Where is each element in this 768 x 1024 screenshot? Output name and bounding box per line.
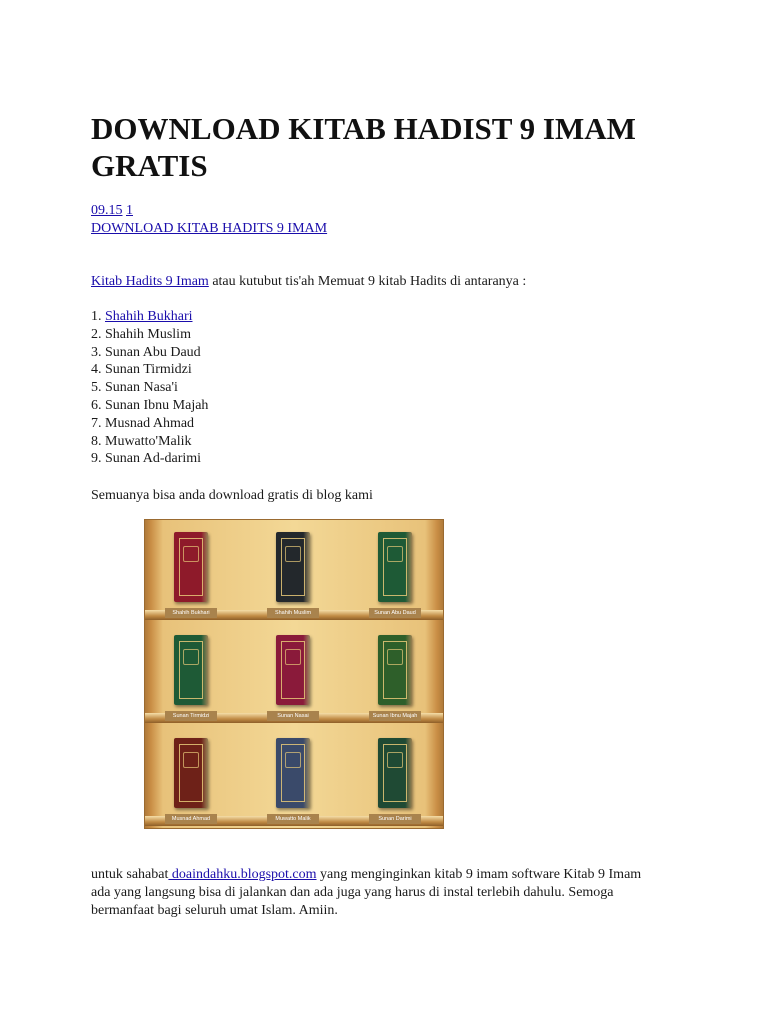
page-title: DOWNLOAD KITAB HADIST 9 IMAM GRATIS — [91, 111, 636, 183]
book-cover — [174, 738, 208, 808]
shelf-row — [145, 726, 443, 826]
comments-link[interactable]: 1 — [126, 203, 133, 218]
closing-paragraph: untuk sahabat doaindahku.blogspot.com yang menginginkan kitab 9 imam software Kitab 9 Imam ada yang langsung bisa di jalankan dan ada juga yang harus di instal terlebih dahulu. Semoga bermanfaat bagi seluruh umat Islam. Amiin. — [91, 867, 642, 918]
list-item: 7. Musnad Ahmad — [91, 415, 195, 431]
list-item: 6. Sunan Ibnu Majah — [91, 397, 209, 413]
book-cover — [378, 532, 412, 602]
book-label: Sunan Tirmidzi — [165, 711, 217, 721]
book-label: Shahih Bukhari — [165, 608, 217, 618]
book-cover — [174, 635, 208, 705]
kitab-link-shahih-bukhari[interactable]: Shahih Bukhari — [105, 309, 193, 324]
list-item: 2. Shahih Muslim — [91, 326, 191, 342]
book-cover — [174, 532, 208, 602]
blog-link[interactable]: doaindahku.blogspot.com — [168, 867, 317, 882]
shelf-row — [145, 520, 443, 620]
shelf-row — [145, 623, 443, 723]
book-cover — [378, 635, 412, 705]
post-meta — [91, 202, 327, 238]
list-item: 1. Shahih Bukhari — [91, 309, 193, 324]
book-cover — [276, 635, 310, 705]
list-item: 4. Sunan Tirmidzi — [91, 362, 192, 378]
book-cover — [378, 738, 412, 808]
book-label: Sunan Darimi — [369, 814, 421, 824]
book-label: Sunan Abu Daud — [369, 608, 421, 618]
list-item: 5. Sunan Nasa'i — [91, 380, 178, 396]
book-label: Musnad Ahmad — [165, 814, 217, 824]
list-item: 3. Sunan Abu Daud — [91, 344, 201, 360]
book-label: Sunan Nasai — [267, 711, 319, 721]
book-label: Muwatto Malik — [267, 814, 319, 824]
intro-link[interactable]: Kitab Hadits 9 Imam — [91, 274, 209, 289]
list-item: 9. Sunan Ad-darimi — [91, 451, 202, 467]
book-cover — [276, 738, 310, 808]
download-note: Semuanya bisa anda download gratis di blog kami — [91, 488, 373, 503]
book-cover — [276, 532, 310, 602]
list-item: 8. Muwatto'Malik — [91, 433, 192, 449]
category-link[interactable]: DOWNLOAD KITAB HADITS 9 IMAM — [91, 221, 328, 236]
kitab-list — [91, 308, 208, 468]
post-time-link[interactable]: 09.15 — [91, 203, 123, 218]
book-label: Sunan Ibnu Majah — [369, 711, 421, 721]
intro-paragraph — [91, 273, 691, 291]
bookshelf-image — [144, 519, 444, 829]
intro-text: atau kutubut tis'ah Memuat 9 kitab Hadits di antaranya : — [208, 274, 527, 289]
book-label: Shahih Muslim — [267, 608, 319, 618]
